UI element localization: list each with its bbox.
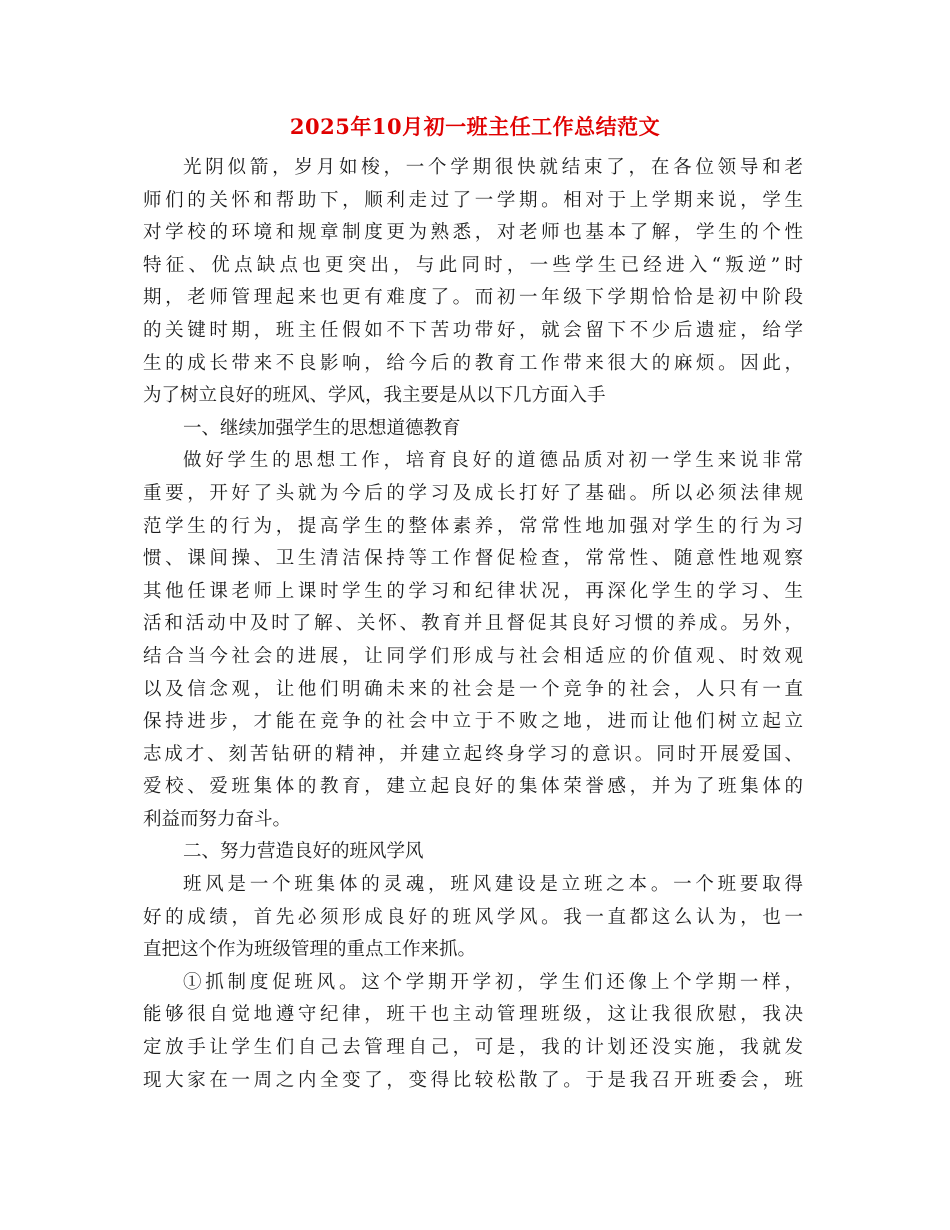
text-line: 能够很自觉地遵守纪律，班干也主动管理班级，这让我很欣慰，我决 — [143, 1004, 803, 1026]
text-line: 做好学生的思想工作，培育良好的道德品质对初一学生来说非常 — [183, 450, 803, 472]
text-line: 重要，开好了头就为今后的学习及成长打好了基础。所以必须法律规 — [143, 482, 803, 504]
text-line: 爱校、爱班集体的教育，建立起良好的集体荣誉感，并为了班集体的 — [143, 776, 803, 798]
text-line: 特征、优点缺点也更突出，与此同时，一些学生已经进入“叛逆”时 — [143, 254, 803, 276]
text-line: 二、努力营造良好的班风学风 — [183, 841, 424, 863]
document-title: 2025年10月初一班主任工作总结范文 — [289, 114, 661, 139]
text-line: 期，老师管理起来也更有难度了。而初一年级下学期恰恰是初中阶段 — [143, 287, 803, 309]
text-line: ①抓制度促班风。这个学期开学初，学生们还像上个学期一样， — [183, 971, 803, 993]
text-line: 活和活动中及时了解、关怀、教育并且督促其良好习惯的养成。另外， — [143, 613, 803, 635]
text-line: 直把这个作为班级管理的重点工作来抓。 — [143, 939, 477, 961]
text-line: 现大家在一周之内全变了，变得比较松散了。于是我召开班委会，班 — [143, 1069, 803, 1091]
text-line: 生的成长带来不良影响，给今后的教育工作带来很大的麻烦。因此， — [143, 352, 803, 374]
document-body — [143, 152, 803, 1097]
text-line: 结合当今社会的进展，让同学们形成与社会相适应的价值观、时效观 — [143, 645, 803, 667]
text-line: 对学校的环境和规章制度更为熟悉，对老师也基本了解，学生的个性 — [143, 222, 803, 244]
text-line: 好的成绩，首先必须形成良好的班风学风。我一直都这么认为，也一 — [143, 906, 803, 928]
text-line: 利益而努力奋斗。 — [143, 808, 292, 830]
text-line: 为了树立良好的班风、学风，我主要是从以下几方面入手 — [143, 385, 606, 407]
text-line: 定放手让学生们自己去管理自己，可是，我的计划还没实施，我就发 — [143, 1037, 803, 1059]
text-line: 一、继续加强学生的思想道德教育 — [183, 417, 461, 439]
text-line: 的关键时期，班主任假如不下苦功带好，就会留下不少后遗症，给学 — [143, 319, 803, 341]
text-line: 惯、课间操、卫生清洁保持等工作督促检查，常常性、随意性地观察 — [143, 548, 803, 570]
text-line: 班风是一个班集体的灵魂，班风建设是立班之本。一个班要取得 — [183, 874, 803, 896]
text-line: 范学生的行为，提高学生的整体素养，常常性地加强对学生的行为习 — [143, 515, 803, 537]
text-line: 师们的关怀和帮助下，顺利走过了一学期。相对于上学期来说，学生 — [143, 189, 803, 211]
text-line: 光阴似箭，岁月如梭，一个学期很快就结束了，在各位领导和老 — [183, 157, 803, 178]
text-line: 保持进步，才能在竞争的社会中立于不败之地，进而让他们树立起立 — [143, 711, 803, 733]
text-line: 以及信念观，让他们明确未来的社会是一个竞争的社会，人只有一直 — [143, 678, 803, 700]
text-line: 志成才、刻苦钻研的精神，并建立起终身学习的意识。同时开展爱国、 — [143, 743, 803, 765]
text-line: 其他任课老师上课时学生的学习和纪律状况，再深化学生的学习、生 — [143, 580, 803, 602]
